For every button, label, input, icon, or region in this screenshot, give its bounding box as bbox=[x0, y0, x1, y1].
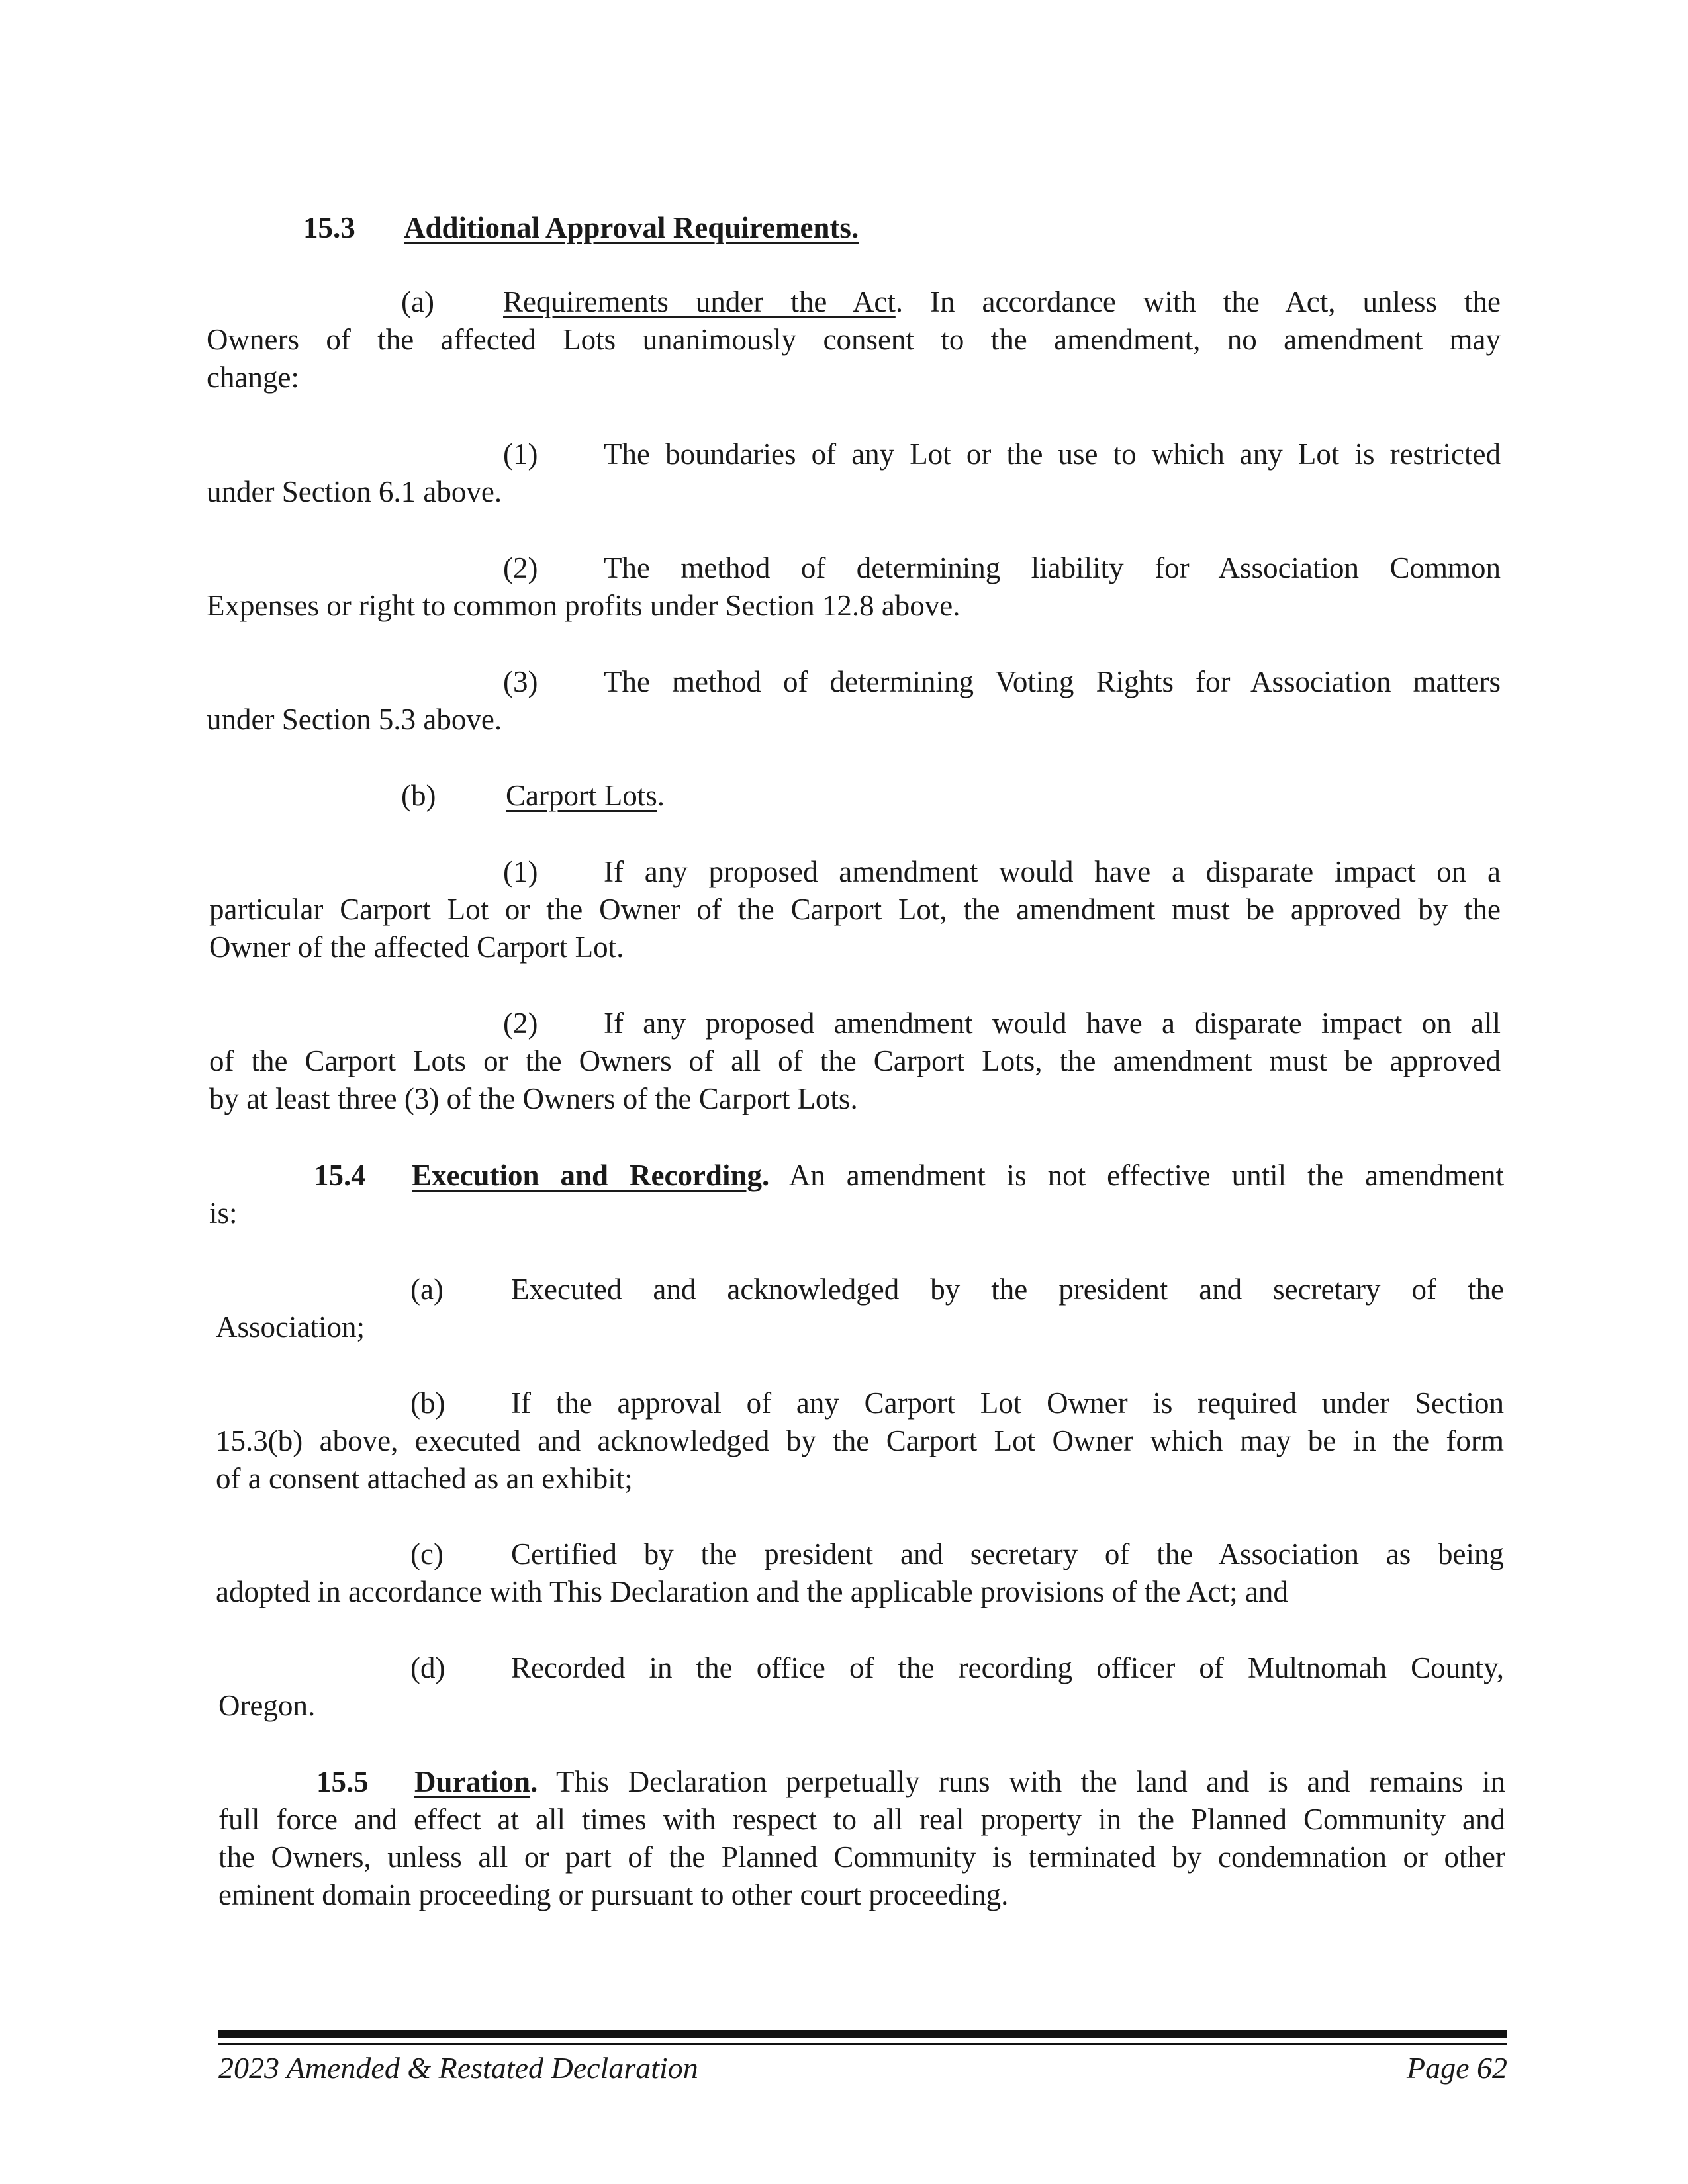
subsection-label: (b) bbox=[401, 779, 436, 812]
subsection-label: (c) bbox=[410, 1537, 444, 1570]
paragraph-line: Owner of the affected Carport Lot. bbox=[209, 931, 624, 964]
paragraph-line: Expenses or right to common profits under Section 12.8 above. bbox=[207, 589, 961, 622]
paragraph-line: the Owners, unless all or part of the Planned Community is terminated by condemnation or other bbox=[218, 1841, 1505, 1874]
paragraph-line: The method of determining liability for Association Common bbox=[604, 551, 1501, 584]
subsection-title: Carport Lots bbox=[506, 779, 657, 812]
paragraph-line: Owners of the affected Lots unanimously consent to the amendment, no amendment may bbox=[207, 323, 1501, 356]
section-number: 15.3 bbox=[303, 211, 355, 244]
section-number: 15.5 bbox=[316, 1765, 369, 1798]
paragraph-line: under Section 6.1 above. bbox=[207, 475, 502, 508]
paragraph-line: of a consent attached as an exhibit; bbox=[216, 1462, 633, 1495]
paragraph-line: Requirements under the Act. In accordance with the Act, unless the bbox=[503, 285, 1501, 318]
paragraph-line: Certified by the president and secretary of the Association as being bbox=[511, 1537, 1504, 1570]
paragraph-line: Execution and Recording. An amendment is not effective until the amendment bbox=[412, 1159, 1504, 1192]
paragraph-line: adopted in accordance with This Declaration and the applicable provisions of the Act; and bbox=[216, 1575, 1288, 1608]
item-label: (3) bbox=[503, 665, 538, 698]
paragraph-line: particular Carport Lot or the Owner of the Carport Lot, the amendment must be approved by the bbox=[209, 893, 1501, 926]
subsection-title: Requirements under the Act bbox=[503, 285, 896, 318]
subsection-title-line: Carport Lots. bbox=[506, 779, 665, 812]
paragraph-line: Executed and acknowledged by the president and secretary of the bbox=[511, 1273, 1504, 1306]
paragraph-line: The boundaries of any Lot or the use to which any Lot is restricted bbox=[604, 437, 1501, 471]
page-number: Page 62 bbox=[1406, 2051, 1507, 2085]
paragraph-line: is: bbox=[209, 1197, 238, 1230]
footer-title: 2023 Amended & Restated Declaration bbox=[218, 2051, 698, 2085]
paragraph-line: If any proposed amendment would have a disparate impact on a bbox=[604, 855, 1501, 888]
paragraph-line: If any proposed amendment would have a disparate impact on all bbox=[604, 1007, 1501, 1040]
subsection-label: (b) bbox=[410, 1387, 445, 1420]
subsection-label: (a) bbox=[410, 1273, 444, 1306]
paragraph-line: change: bbox=[207, 361, 299, 394]
paragraph-line: of the Carport Lots or the Owners of all of the Carport Lots, the amendment must be approved bbox=[209, 1044, 1501, 1077]
paragraph-line: Recorded in the office of the recording officer of Multnomah County, bbox=[511, 1651, 1504, 1684]
item-label: (1) bbox=[503, 855, 538, 888]
item-label: (2) bbox=[503, 1007, 538, 1040]
paragraph-line: Association; bbox=[216, 1310, 365, 1343]
paragraph-line: Duration. This Declaration perpetually runs with the land and is and remains in bbox=[414, 1765, 1505, 1798]
paragraph-line: 15.3(b) above, executed and acknowledged by the Carport Lot Owner which may be in the form bbox=[216, 1424, 1504, 1457]
footer-rule bbox=[218, 2043, 1507, 2045]
paragraph-line: by at least three (3) of the Owners of the Carport Lots. bbox=[209, 1082, 858, 1115]
subsection-label: (a) bbox=[401, 285, 434, 318]
section-heading: Additional Approval Requirements. bbox=[404, 211, 859, 244]
item-label: (1) bbox=[503, 437, 538, 471]
paragraph-line: eminent domain proceeding or pursuant to other court proceeding. bbox=[218, 1878, 1009, 1911]
subsection-label: (d) bbox=[410, 1651, 445, 1684]
paragraph-line: Oregon. bbox=[218, 1689, 316, 1722]
paragraph-line: full force and effect at all times with respect to all real property in the Planned Community and bbox=[218, 1803, 1505, 1836]
footer-rule bbox=[218, 2030, 1507, 2038]
section-heading: Execution and Recording bbox=[412, 1159, 762, 1192]
item-label: (2) bbox=[503, 551, 538, 584]
section-heading: Duration bbox=[414, 1765, 531, 1798]
paragraph-line: If the approval of any Carport Lot Owner is required under Section bbox=[511, 1387, 1504, 1420]
section-number: 15.4 bbox=[314, 1159, 366, 1192]
paragraph-line: under Section 5.3 above. bbox=[207, 703, 502, 736]
paragraph-line: The method of determining Voting Rights for Association matters bbox=[604, 665, 1501, 698]
